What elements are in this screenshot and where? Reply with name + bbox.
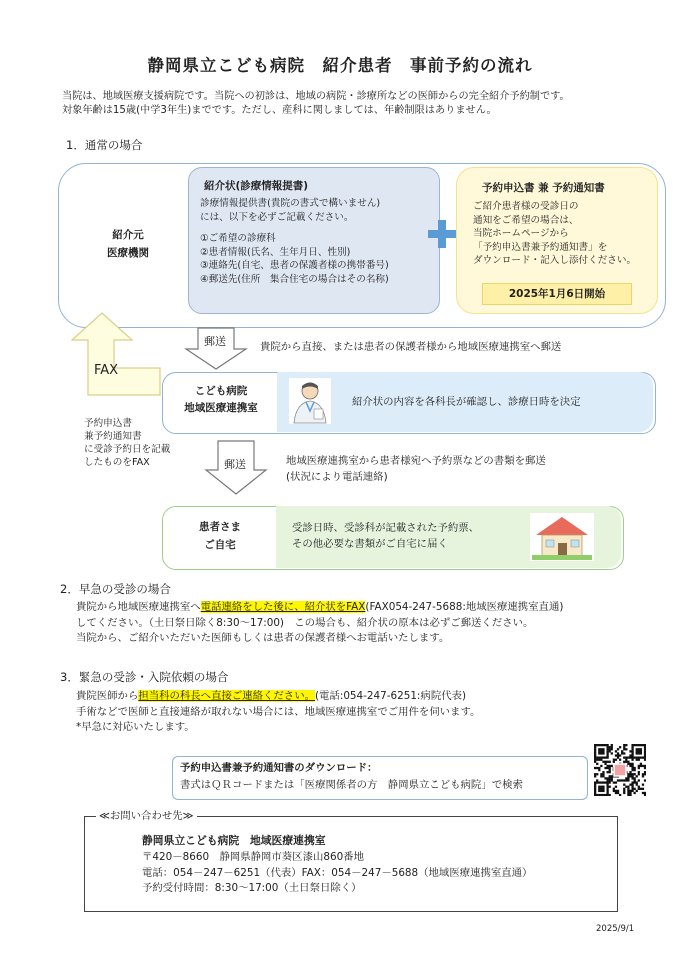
- contact-details: 〒420－8660 静岡県静岡市葵区漆山860番地 電話：054－247－6251（代表）FAX：054－247－5688（地域医療連携室直通） 予約受付時間：8:30～17:00（土日祭日除く）: [142, 851, 533, 894]
- liaison-desc: 紹介状の内容を各科長が確認し、診療日時を決定: [352, 396, 581, 408]
- referral-title: 紹介状(診療情報提書): [204, 180, 309, 192]
- section2-body: 貴院から地域医療連携室へ電話連絡をした後に、紹介状をFAX(FAX054‐247‐5688:地域医療連携室直通) してください。（土日祭日除く8:30～17:00) この場合も、紹介状の原本は必ずご郵送ください。 当院から、ご紹介いただいた医師もしくは患者の保護者様へお電話いたします。: [76, 601, 564, 644]
- section2-heading: 2．早急の受診の場合: [60, 582, 171, 596]
- intro-line-1: 当院は、地域医療支援病院です。当院への初診は、地域の病院・診療所などの医師からの完全紹介予約制です。: [62, 91, 570, 102]
- notice-lines: ご紹介患者様の受診日の 通知をご希望の場合は、 当院ホームページから 「予約申込書兼予約通知書」を ダウンロード・記入し添付ください。: [473, 201, 637, 266]
- emergency-highlight: 担当科の科長へ直接ご連絡ください。: [138, 690, 315, 702]
- mail-label-2: 郵送: [224, 458, 246, 471]
- fax-label: FAX: [94, 363, 119, 378]
- step1-desc: 貴院から直接、または患者の保護者様から地域医療連携室へ郵送: [260, 341, 562, 353]
- fax-arrow-icon: [70, 312, 162, 397]
- doctor-icon: [288, 377, 332, 425]
- download-text: 予約申込書兼予約通知書のダウンロード： 書式はＱＲコードまたは「医療関係者の方 静岡県立こども病院」で検索: [180, 762, 523, 791]
- house-icon: [530, 513, 594, 561]
- referral-lines: 診療情報提供書(貴院の書式で構いません) には、以下を必ずご記載ください。 ①ご希望の診療科 ②患者情報(氏名、生年月日、性別) ③連絡先(自宅、患者の保護者様の携帯番号) ④郵送先(住所 集合住宅の場合はその名称): [200, 198, 389, 285]
- section3-body: 貴院医師から担当科の科長へ直接ご連絡ください。(電話:054‐247‐6251:病院代表) 手術などで医師と直接連絡が取れない場合には、地域医療連携室でご用件を伺います。 *早急に対応いたします。: [76, 690, 481, 733]
- start-date-badge: 2025年1月6日開始: [482, 283, 632, 305]
- notice-title: 予約申込書 兼 予約通知書: [482, 182, 605, 194]
- issue-date: 2025/9/1: [596, 924, 635, 934]
- page-title: 静岡県立こども病院 紹介患者 事前予約の流れ: [147, 56, 533, 75]
- plus-icon-bar: [428, 230, 456, 238]
- origin-label: 紹介元 医療機関: [107, 229, 149, 259]
- intro: [62, 90, 570, 118]
- section3-heading: 3．緊急の受診・入院依頼の場合: [60, 670, 229, 684]
- fax-note: 予約申込書 兼予約通知書 に受診予約日を記載 したものをFAX: [84, 418, 171, 468]
- qr-code-icon[interactable]: [594, 744, 646, 796]
- contact-org: 静岡県立こども病院 地域医療連携室: [142, 834, 326, 847]
- urgent-highlight: 電話連絡をした後に、紹介状をFAX: [200, 601, 366, 613]
- contact-header: ≪お問い合わせ先≫: [96, 809, 197, 825]
- step2-desc: 地域医療連携室から患者様宛へ予約票などの書類を郵送 (状況により電話連絡): [286, 455, 546, 483]
- intro-line-2: 対象年齢は15歳(中学3年生)までです。ただし、産科に関しましては、年齢制限はありません。: [62, 105, 497, 116]
- home-label: 患者さま ご自宅: [199, 521, 241, 551]
- liaison-label: こども病院 地域医療連携室: [184, 385, 258, 414]
- section1-heading: 1．通常の場合: [66, 138, 143, 152]
- home-desc: 受診日時、受診科が記載された予約票、 その他必要な書類がご自宅に届く: [292, 522, 480, 550]
- mail-label-1: 郵送: [204, 335, 226, 348]
